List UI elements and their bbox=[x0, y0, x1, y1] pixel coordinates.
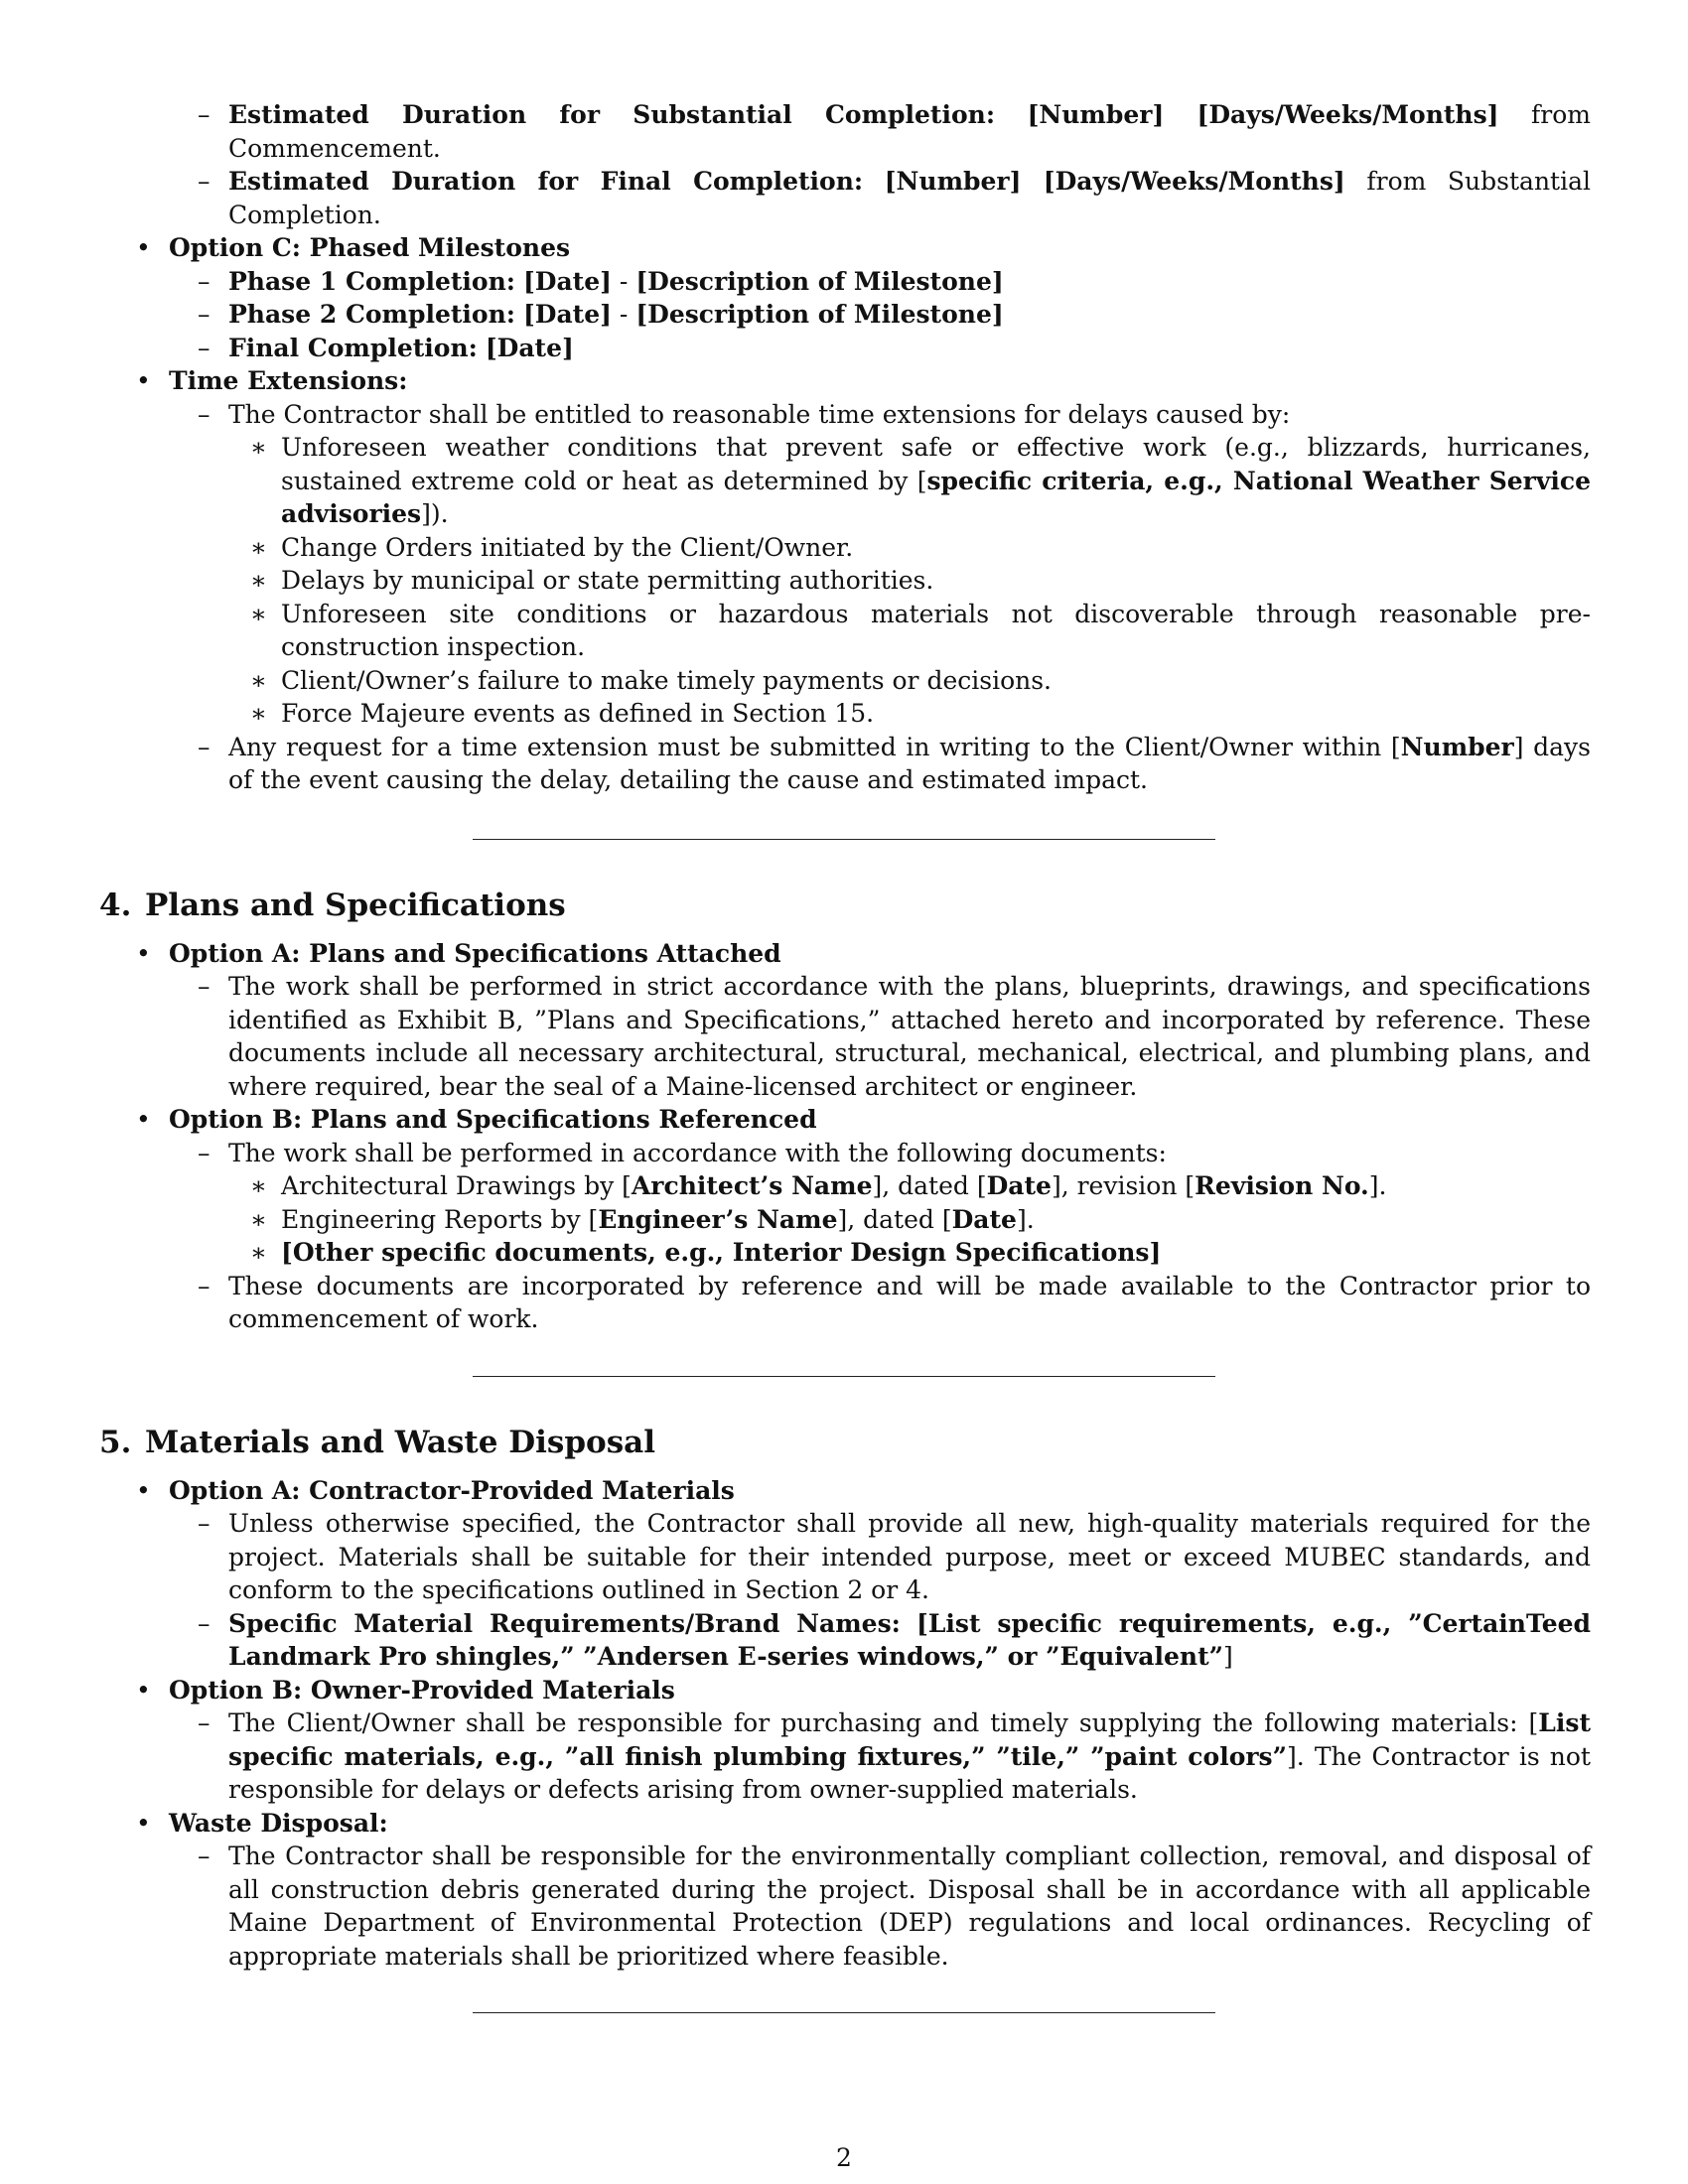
list-item-s4-option-b-intro: – The work shall be performed in accordance with the following documents: bbox=[198, 1138, 1167, 1167]
list-item-final-completion: – Final Completion: [Date] bbox=[198, 333, 574, 362]
list-item-time-extensions: • Time Extensions: bbox=[136, 366, 408, 395]
list-item-est-final: – Estimated Duration for Final Completion: [Number] [Days/Weeks/Months] from Substantial Completion. bbox=[198, 167, 1591, 229]
list-item-payments: ∗ Client/Owner’s failure to make timely payments or decisions. bbox=[250, 665, 1053, 695]
list-item-change-orders: ∗ Change Orders initiated by the Client/Owner. bbox=[250, 532, 854, 562]
list-item-s5-option-a: • Option A: Contractor-Provided Materials bbox=[136, 1475, 735, 1505]
list-item-specific-materials: – Specific Material Requirements/Brand Names: [List specific requirements, e.g., ”CertainTeed Landmark Pro shingles,” ”Andersen E-series windows,” or ”Equivalent”] bbox=[198, 1608, 1591, 1671]
list-item-phase2: – Phase 2 Completion: [Date] - [Description of Milestone] bbox=[198, 300, 1004, 329]
list-item-weather: ∗ Unforeseen weather conditions that prevent safe or effective work (e.g., blizzards, hurricanes, sustained extreme cold or heat as determined by [specific criteria, e.g., National Weather Service advisories]). bbox=[250, 433, 1591, 528]
section-heading-5: 5. Materials and Waste Disposal bbox=[99, 1424, 656, 1460]
list-item-phase1: – Phase 1 Completion: [Date] - [Description of Milestone] bbox=[198, 266, 1004, 296]
list-item-s4-option-a-text: – The work shall be performed in strict accordance with the plans, blueprints, drawings, and specifications identified as Exhibit B, ”Plans and Specifications,” attached hereto and incorporated by reference. These documents include all necessary architectural, structural, mechanical, electrical, and plumbing plans, and where required, bear the seal of a Maine-licensed architect or engineer. bbox=[198, 972, 1591, 1101]
list-item-architectural: ∗ Architectural Drawings by [Architect’s Name], dated [Date], revision [Revision No.]. bbox=[250, 1171, 1387, 1200]
list-item-other-documents: ∗ [Other specific documents, e.g., Interior Design Specifications] bbox=[250, 1238, 1162, 1267]
list-item-est-substantial: – Estimated Duration for Substantial Completion: [Number] [Days/Weeks/Months] from Commencement. bbox=[198, 100, 1591, 163]
list-item-time-ext-intro: – The Contractor shall be entitled to reasonable time extensions for delays caused by: bbox=[198, 399, 1291, 429]
list-item-s5-option-b: • Option B: Owner-Provided Materials bbox=[136, 1675, 675, 1705]
page-number: 2 bbox=[836, 2143, 852, 2172]
list-item-s4-option-a: • Option A: Plans and Specifications Attached bbox=[136, 938, 781, 968]
section-divider bbox=[473, 1376, 1215, 1377]
list-item-force-majeure: ∗ Force Majeure events as defined in Section 15. bbox=[250, 699, 875, 728]
section-divider bbox=[473, 2012, 1215, 2013]
list-item-s5-option-a-text: – Unless otherwise specified, the Contractor shall provide all new, high-quality materials required for the project. Materials shall be suitable for their intended purpose, meet or exceed MUBEC standards, and conform to the specifications outlined in Section 2 or 4. bbox=[198, 1509, 1591, 1604]
section-heading-4: 4. Plans and Specifications bbox=[99, 887, 566, 923]
section-divider bbox=[473, 839, 1215, 840]
list-item-waste-text: – The Contractor shall be responsible for the environmentally compliant collection, removal, and disposal of all construction debris generated during the project. Disposal shall be in accordance with all applicable Maine Department of Environmental Protection (DEP) regulations and local ordinances. Recycling of appropriate materials shall be prioritized where feasible. bbox=[198, 1842, 1591, 1971]
list-item-incorporated: – These documents are incorporated by reference and will be made available to the Contractor prior to commencement of work. bbox=[198, 1271, 1591, 1333]
list-item-s4-option-b: • Option B: Plans and Specifications Referenced bbox=[136, 1105, 817, 1134]
list-item-permits: ∗ Delays by municipal or state permitting authorities. bbox=[250, 566, 934, 595]
list-item-engineering: ∗ Engineering Reports by [Engineer’s Name], dated [Date]. bbox=[250, 1204, 1035, 1234]
list-item-extension-request: – Any request for a time extension must be submitted in writing to the Client/Owner within [Number] days of the event causing the delay, detailing the cause and estimated impact. bbox=[198, 732, 1592, 794]
list-item-s5-option-b-text: – The Client/Owner shall be responsible for purchasing and timely supplying the following materials: [List specific materials, e.g., ”all finish plumbing fixtures,” ”tile,” ”paint colors”]. The Contractor is not responsible for delays or defects arising from owner-supplied materials. bbox=[198, 1708, 1591, 1804]
list-item-waste-disposal: • Waste Disposal: bbox=[136, 1808, 388, 1838]
list-item-site-conditions: ∗ Unforeseen site conditions or hazardous materials not discoverable through reasonable pre-construction inspection. bbox=[250, 599, 1591, 661]
list-item-option-c: • Option C: Phased Milestones bbox=[136, 233, 571, 262]
